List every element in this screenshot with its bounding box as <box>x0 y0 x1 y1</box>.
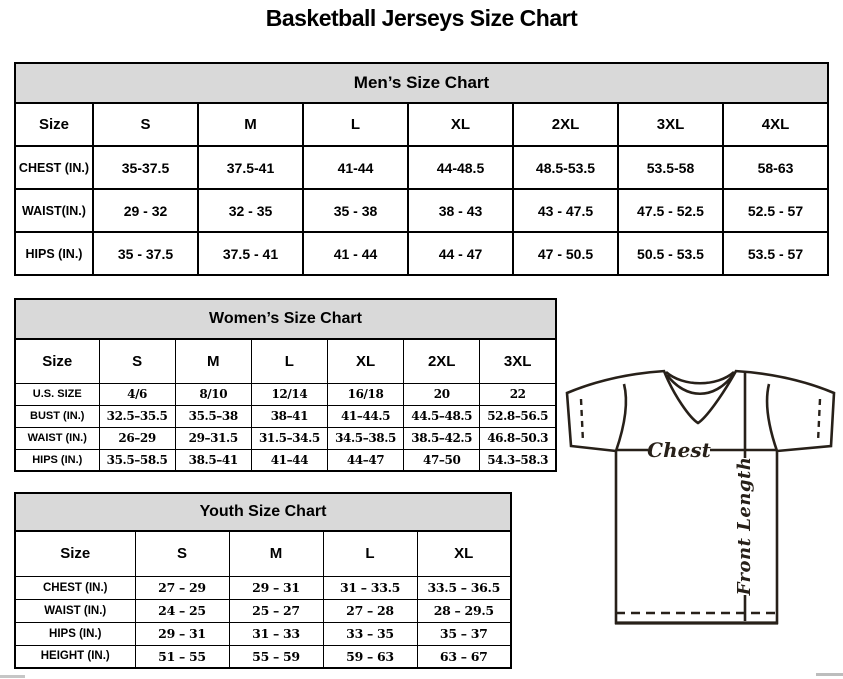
size-value-cell: 41-44 <box>303 146 408 189</box>
row-label: U.S. SIZE <box>15 383 99 405</box>
size-value-cell: 52.5 - 57 <box>723 189 828 232</box>
size-value-cell: 52.8–56.5 <box>480 405 556 427</box>
size-value-cell: 4/6 <box>99 383 175 405</box>
size-value-cell: 38–41 <box>251 405 327 427</box>
column-header: Size <box>15 103 93 146</box>
table-row <box>15 232 828 275</box>
size-value-cell: 32.5–35.5 <box>99 405 175 427</box>
size-value-cell: 35.5–38 <box>175 405 251 427</box>
size-value-cell: 33 – 35 <box>323 622 417 645</box>
size-value-cell: 31.5–34.5 <box>251 427 327 449</box>
column-header: M <box>175 339 251 383</box>
size-value-cell: 35.5–58.5 <box>99 449 175 471</box>
size-value-cell: 38 - 43 <box>408 189 513 232</box>
size-value-cell: 35 - 38 <box>303 189 408 232</box>
size-value-cell: 16/18 <box>327 383 403 405</box>
size-value-cell: 44.5–48.5 <box>404 405 480 427</box>
size-value-cell: 29 – 31 <box>229 576 323 599</box>
row-label: WAIST (IN.) <box>15 427 99 449</box>
table-title: Women’s Size Chart <box>15 299 556 339</box>
size-value-cell: 20 <box>404 383 480 405</box>
size-value-cell: 37.5-41 <box>198 146 303 189</box>
jersey-armhole-seam-left <box>616 384 626 451</box>
size-value-cell: 29 – 31 <box>135 622 229 645</box>
table-title-row <box>15 63 828 103</box>
size-value-cell: 37.5 - 41 <box>198 232 303 275</box>
size-value-cell: 58-63 <box>723 146 828 189</box>
size-value-cell: 26–29 <box>99 427 175 449</box>
row-label: HIPS (IN.) <box>15 449 99 471</box>
size-value-cell: 53.5 - 57 <box>723 232 828 275</box>
size-value-cell: 47–50 <box>404 449 480 471</box>
jersey-collar-rib-1 <box>666 372 734 383</box>
column-header: Size <box>15 531 135 576</box>
size-value-cell: 41–44.5 <box>327 405 403 427</box>
column-header: M <box>198 103 303 146</box>
chest-label: Chest <box>647 438 711 462</box>
size-value-cell: 43 - 47.5 <box>513 189 618 232</box>
size-value-cell: 59 – 63 <box>323 645 417 668</box>
size-value-cell: 29 - 32 <box>93 189 198 232</box>
size-value-cell: 44 - 47 <box>408 232 513 275</box>
size-value-cell: 46.8–50.3 <box>480 427 556 449</box>
table-title: Youth Size Chart <box>15 493 511 531</box>
table-row <box>15 622 511 645</box>
table-row <box>15 146 828 189</box>
size-value-cell: 12/14 <box>251 383 327 405</box>
row-label: WAIST (IN.) <box>15 599 135 622</box>
size-value-cell: 55 – 59 <box>229 645 323 668</box>
size-value-cell: 63 – 67 <box>417 645 511 668</box>
size-value-cell: 25 – 27 <box>229 599 323 622</box>
column-header: 2XL <box>404 339 480 383</box>
table-row <box>15 427 556 449</box>
size-value-cell: 29–31.5 <box>175 427 251 449</box>
column-header: L <box>251 339 327 383</box>
table-title-row <box>15 493 511 531</box>
size-value-cell: 47.5 - 52.5 <box>618 189 723 232</box>
size-value-cell: 32 - 35 <box>198 189 303 232</box>
table-header-row <box>15 103 828 146</box>
column-header: S <box>99 339 175 383</box>
horizontal-scrollbar-fragment-left[interactable] <box>0 675 25 678</box>
column-header: L <box>303 103 408 146</box>
size-value-cell: 35 - 37.5 <box>93 232 198 275</box>
column-header: M <box>229 531 323 576</box>
column-header: S <box>93 103 198 146</box>
size-value-cell: 34.5–38.5 <box>327 427 403 449</box>
size-value-cell: 50.5 - 53.5 <box>618 232 723 275</box>
jersey-armhole-seam-right <box>767 384 777 451</box>
column-header: 3XL <box>618 103 723 146</box>
row-label: CHEST (IN.) <box>15 576 135 599</box>
table-header-row <box>15 531 511 576</box>
row-label: CHEST (IN.) <box>15 146 93 189</box>
column-header: XL <box>408 103 513 146</box>
table-title: Men’s Size Chart <box>15 63 828 103</box>
front-length-label: Front Length <box>734 456 755 596</box>
size-value-cell: 44–47 <box>327 449 403 471</box>
row-label: HIPS (IN.) <box>15 232 93 275</box>
horizontal-scrollbar-fragment-right[interactable] <box>816 673 843 676</box>
column-header: 3XL <box>480 339 556 383</box>
size-value-cell: 38.5–42.5 <box>404 427 480 449</box>
table-header-row <box>15 339 556 383</box>
table-row <box>15 383 556 405</box>
row-label: HIPS (IN.) <box>15 622 135 645</box>
sleeve-dashed-line-right <box>818 399 820 442</box>
size-value-cell: 8/10 <box>175 383 251 405</box>
column-header: L <box>323 531 417 576</box>
size-value-cell: 22 <box>480 383 556 405</box>
table-title-row <box>15 299 556 339</box>
row-label: HEIGHT (IN.) <box>15 645 135 668</box>
table-row <box>15 189 828 232</box>
table-row <box>15 449 556 471</box>
size-value-cell: 48.5-53.5 <box>513 146 618 189</box>
size-value-cell: 28 – 29.5 <box>417 599 511 622</box>
column-header: XL <box>327 339 403 383</box>
size-value-cell: 35-37.5 <box>93 146 198 189</box>
column-header: Size <box>15 339 99 383</box>
jersey-measurement-diagram <box>558 362 843 627</box>
row-label: BUST (IN.) <box>15 405 99 427</box>
womens-size-table <box>14 298 557 472</box>
size-value-cell: 27 – 28 <box>323 599 417 622</box>
size-value-cell: 47 - 50.5 <box>513 232 618 275</box>
youth-size-table <box>14 492 512 669</box>
table-row <box>15 645 511 668</box>
size-value-cell: 51 – 55 <box>135 645 229 668</box>
size-value-cell: 35 – 37 <box>417 622 511 645</box>
jersey-outline <box>567 371 834 623</box>
column-header: S <box>135 531 229 576</box>
size-value-cell: 31 – 33.5 <box>323 576 417 599</box>
row-label: WAIST(IN.) <box>15 189 93 232</box>
sleeve-dashed-line-left <box>581 399 583 442</box>
size-value-cell: 53.5-58 <box>618 146 723 189</box>
column-header: 2XL <box>513 103 618 146</box>
size-value-cell: 38.5–41 <box>175 449 251 471</box>
page-title: Basketball Jerseys Size Chart <box>265 5 578 31</box>
size-value-cell: 54.3–58.3 <box>480 449 556 471</box>
table-row <box>15 405 556 427</box>
table-row <box>15 576 511 599</box>
size-value-cell: 41–44 <box>251 449 327 471</box>
size-value-cell: 41 - 44 <box>303 232 408 275</box>
column-header: XL <box>417 531 511 576</box>
size-value-cell: 31 – 33 <box>229 622 323 645</box>
size-value-cell: 33.5 – 36.5 <box>417 576 511 599</box>
column-header: 4XL <box>723 103 828 146</box>
mens-size-table <box>14 62 829 276</box>
size-value-cell: 24 – 25 <box>135 599 229 622</box>
size-value-cell: 27 – 29 <box>135 576 229 599</box>
size-value-cell: 44-48.5 <box>408 146 513 189</box>
table-row <box>15 599 511 622</box>
